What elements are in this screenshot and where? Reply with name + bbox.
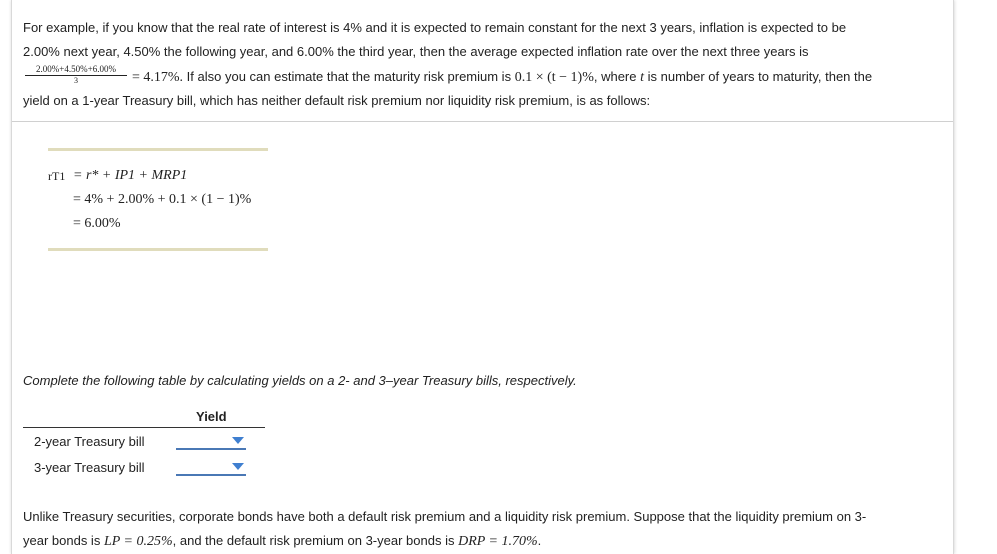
inflation-fraction — [25, 64, 127, 85]
equation-bottom-rule — [48, 248, 268, 251]
fraction-numerator: 2.00%+4.50%+6.00% — [25, 64, 127, 76]
equation-top-rule — [48, 148, 268, 151]
yield-column-header: Yield — [196, 409, 227, 424]
mrp-formula: 0.1 × (t − 1)% — [514, 70, 594, 85]
equation-lhs: rT1 — [48, 169, 66, 183]
equation-line-3: = 6.00% — [73, 216, 121, 231]
equation-line-1: = r* + IP1 + MRP1 — [73, 168, 188, 183]
bottom-line-2-text-c: . — [537, 533, 542, 548]
dropdown-arrow-icon — [232, 463, 244, 470]
intro-line-2: 2.00% next year, 4.50% the following year, and 6.00% the third year, then the average expected inflation rate over the next three years is — [23, 44, 809, 59]
lp-value: LP = 0.25% — [103, 534, 173, 549]
intro-block — [12, 0, 953, 122]
row-label-2-year: 2-year Treasury bill — [34, 434, 145, 449]
fraction-denominator: 3 — [74, 76, 78, 85]
bottom-line-2-text-a: year bonds is — [23, 533, 104, 548]
drp-value: DRP = 1.70% — [458, 534, 538, 549]
dropdown-arrow-icon — [232, 437, 244, 444]
avg-inflation-result: = 4.17%. — [132, 70, 184, 85]
bottom-line-2 — [23, 529, 541, 554]
task-instruction: Complete the following table by calculating yields on a 2- and 3–year Treasury bills, respectively. — [23, 373, 577, 388]
yield-dropdown-2-year[interactable] — [176, 433, 246, 450]
equation-line-2: = 4% + 2.00% + 0.1 × (1 − 1)% — [73, 192, 252, 207]
t-variable: t — [640, 70, 644, 85]
bottom-line-2-text-b: , and the default risk premium on 3-year bonds is — [172, 533, 459, 548]
intro-line-4: yield on a 1-year Treasury bill, which has neither default risk premium nor liquidity risk premium, is as follows: — [23, 93, 651, 108]
table-header-rule — [23, 427, 265, 428]
intro-line-3 — [132, 65, 872, 90]
row-label-3-year: 3-year Treasury bill — [34, 460, 145, 475]
bottom-line-1: Unlike Treasury securities, corporate bonds have both a default risk premium and a liquidity risk premium. Suppose that the liquidity premium on 3- — [23, 509, 867, 524]
intro-line-3-text-c: is number of years to maturity, then the — [644, 69, 873, 84]
intro-line-3-text-a: If also you can estimate that the maturity risk premium is — [183, 69, 515, 84]
content-panel — [11, 0, 954, 554]
yield-dropdown-3-year[interactable] — [176, 459, 246, 476]
intro-line-3-text-b: , where — [593, 69, 641, 84]
intro-line-1: For example, if you know that the real rate of interest is 4% and it is expected to remain constant for the next 3 years, inflation is expected to be — [23, 20, 847, 35]
